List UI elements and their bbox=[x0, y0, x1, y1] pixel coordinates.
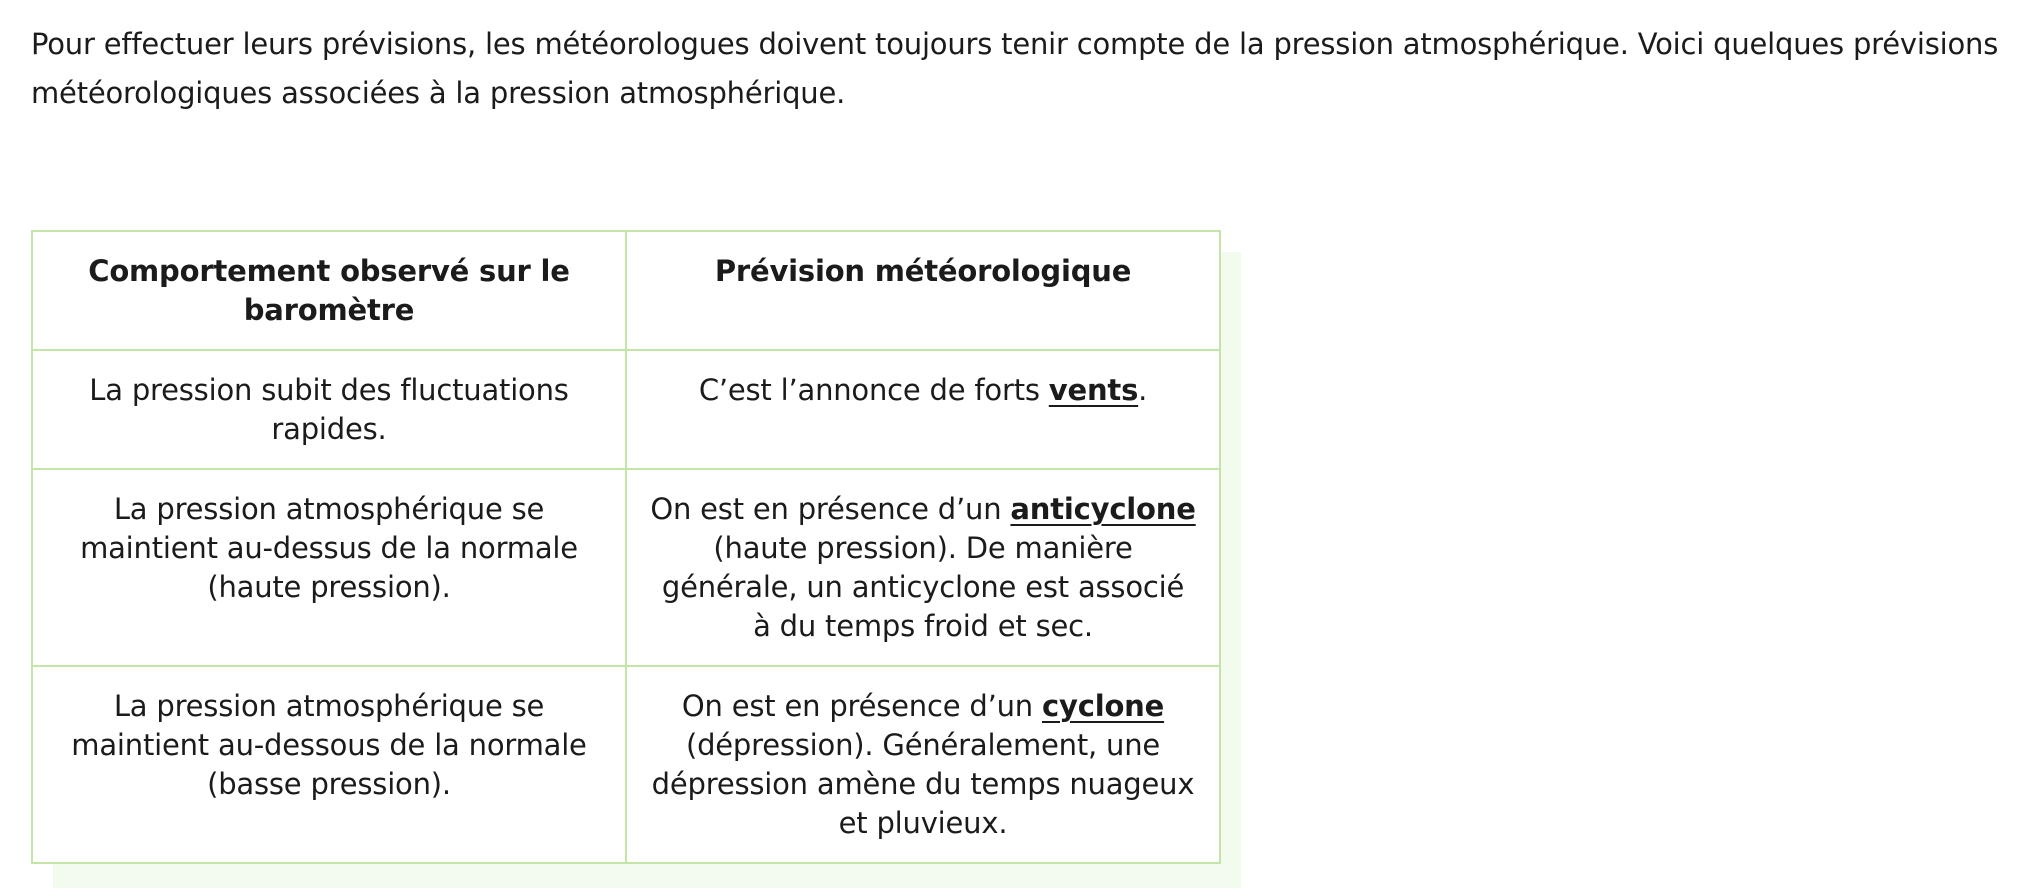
behavior-cell: La pression atmosphérique se maintient au-dessus de la normale (haute pression). bbox=[32, 469, 626, 666]
forecast-text: On est en présence d’un bbox=[650, 492, 1011, 526]
forecast-cell bbox=[626, 469, 1220, 666]
forecast-keyword: cyclone bbox=[1042, 689, 1165, 723]
forecast-table-container bbox=[31, 230, 1219, 864]
forecast-cell bbox=[626, 350, 1220, 469]
forecast-cell bbox=[626, 666, 1220, 863]
forecast-text: On est en présence d’un bbox=[681, 689, 1043, 723]
behavior-cell: La pression atmosphérique se maintient au-dessous de la normale (basse pression). bbox=[32, 666, 626, 863]
forecast-keyword: vents bbox=[1048, 373, 1139, 407]
forecast-text: (dépression). Généralement, une dépression amène du temps nuageux et pluvieux. bbox=[651, 728, 1195, 840]
forecast-text: (haute pression). De manière générale, un anticyclone est associé à du temps froid et sec. bbox=[661, 531, 1185, 643]
forecast-table bbox=[31, 230, 1221, 864]
intro-paragraph: Pour effectuer leurs prévisions, les météorologues doivent toujours tenir compte de la pression atmosphérique. Voici quelques prévisions météorologiques associées à la pression atmosphérique. bbox=[31, 27, 1999, 110]
header-behavior: Comportement observé sur le baromètre bbox=[32, 231, 626, 350]
table-row bbox=[32, 469, 1220, 666]
forecast-text: C’est l’annonce de forts bbox=[698, 373, 1049, 407]
forecast-text: . bbox=[1138, 373, 1148, 407]
behavior-cell: La pression subit des fluctuations rapides. bbox=[32, 350, 626, 469]
table-row bbox=[32, 350, 1220, 469]
table-header-row bbox=[32, 231, 1220, 350]
forecast-keyword: anticyclone bbox=[1010, 492, 1196, 526]
header-forecast: Prévision météorologique bbox=[626, 231, 1220, 350]
table-row bbox=[32, 666, 1220, 863]
